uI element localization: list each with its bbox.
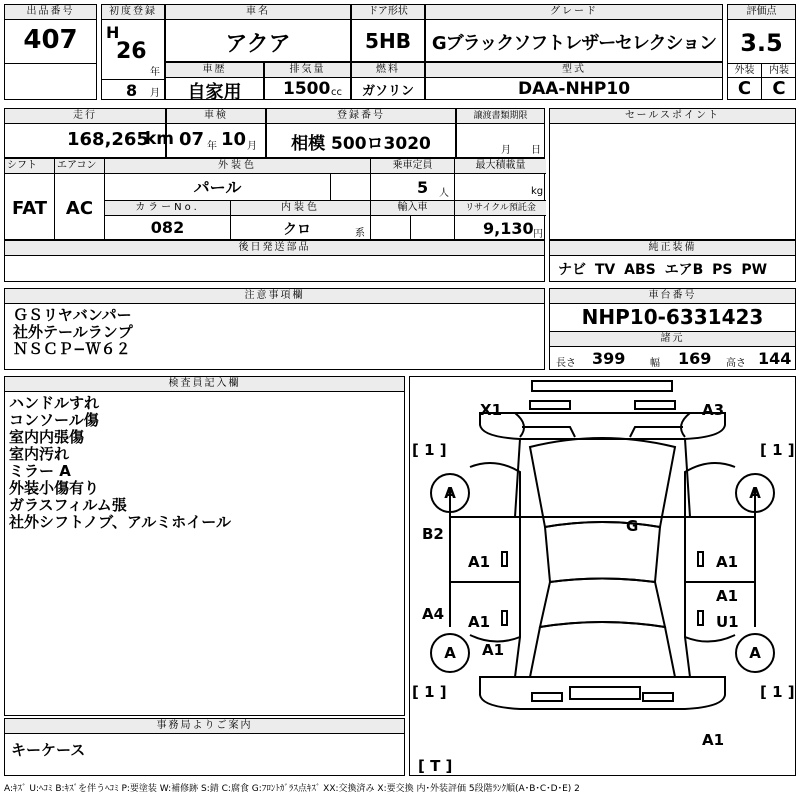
note-line: 社外テールランプ [13, 323, 133, 341]
first-reg-era: H [106, 23, 120, 42]
wheel-front-right: A [735, 473, 775, 513]
door-type: 5HB [365, 29, 411, 53]
notes-box [4, 288, 545, 370]
int-color-unit: 系 [355, 228, 365, 239]
car-name: アクア [225, 32, 291, 57]
bracket-trunk: [ T ] [418, 757, 453, 775]
first-reg-box [101, 4, 165, 100]
int-color-value: クロ [283, 222, 311, 238]
car-name-box [165, 4, 351, 62]
grade-label: グレード [426, 5, 722, 20]
chassis-value: NHP10-6331423 [581, 305, 764, 329]
recycle-unit: 円 [533, 229, 543, 240]
aircon-label: エアコン [55, 159, 105, 174]
score-box [727, 4, 796, 100]
inspector-line: ガラスフィルム張 [9, 496, 127, 514]
color-no-value: 082 [105, 216, 231, 239]
sales-point-box [549, 108, 796, 240]
inspection-year: 07 [179, 129, 205, 150]
mileage-unit: km [145, 129, 175, 149]
first-reg-year-unit: 年 [150, 67, 160, 78]
mark-a1-left-mid: A1 [468, 553, 491, 571]
inspector-line: 室内内張傷 [9, 428, 85, 446]
capacity-cell [371, 174, 455, 201]
plate-label: 登録番号 [267, 109, 455, 124]
inspector-line: コンソール傷 [9, 411, 99, 429]
score-value: 3.5 [740, 29, 783, 57]
inspection-year-unit: 年 [207, 141, 217, 152]
genuine-box [549, 240, 796, 282]
specs-row [550, 346, 795, 369]
interior-label: 内装 [769, 65, 789, 76]
recycle-label: リサイクル預託金 [455, 201, 546, 216]
shift-value: FAT [5, 174, 55, 239]
first-reg-month-unit: 月 [150, 88, 160, 99]
bracket-rear-right: [ 1 ] [760, 683, 795, 701]
office-box [4, 718, 405, 776]
bracket-front-left: [ 1 ] [412, 441, 447, 459]
car-outline-icon [410, 377, 795, 775]
inspector-lines [9, 395, 231, 531]
chassis-box [549, 288, 796, 370]
mark-a1-left-low: A1 [468, 613, 491, 631]
mark-g: G [626, 517, 639, 535]
model-value: DAA-NHP10 [517, 79, 631, 99]
mark-a1-right-low: A1 [716, 587, 739, 605]
int-color-cell [231, 216, 371, 239]
grade-values-row [728, 77, 795, 99]
note-line: ＧＳリヤバンパー [13, 306, 132, 324]
grade-labels-row [728, 63, 795, 77]
capacity-unit: 人 [439, 188, 449, 199]
history-value: 自家用 [187, 82, 242, 103]
shift-label: シフト [5, 159, 55, 174]
height-label: 高さ [726, 358, 746, 369]
grade-value: Gブラックソフトレザーセレクション [431, 33, 717, 54]
mileage-label: 走行 [5, 109, 165, 124]
width-label: 幅 [650, 358, 660, 369]
capacity-label: 乗車定員 [371, 159, 455, 174]
inspector-line: 社外シフトノブ、アルミホイール [9, 513, 232, 531]
first-reg-month-row [102, 79, 164, 99]
import-label: 輸入車 [371, 201, 455, 216]
interior-grade: C [772, 78, 786, 99]
displacement-value: 1500 [283, 79, 331, 99]
displacement-unit: cc [331, 87, 342, 98]
genuine-value: ナビ TV ABS エアB PS PW [558, 262, 768, 278]
fuel-box [351, 62, 425, 100]
mileage-box [4, 108, 175, 158]
mark-a1-bottom: A1 [702, 731, 725, 749]
inspection-month-unit: 月 [247, 141, 257, 152]
capacity-value: 5 [417, 178, 429, 197]
lot-blank [5, 63, 96, 99]
int-color-label: 内装色 [231, 201, 371, 216]
transfer-label: 譲渡書類期限 [457, 109, 544, 124]
transfer-month-unit: 月 [501, 145, 511, 156]
color-no-label: カラーNo. [105, 201, 231, 216]
bracket-front-right: [ 1 ] [760, 441, 795, 459]
wheel-rear-right: A [735, 633, 775, 673]
max-load-label: 最大積載量 [455, 159, 546, 174]
max-load-cell [455, 174, 546, 201]
notes-label: 注意事項欄 [5, 289, 544, 304]
recycle-value: 9,130 [483, 219, 534, 238]
score-label: 評価点 [728, 5, 795, 20]
notes-lines [13, 307, 133, 358]
later-parts-label: 後日発送部品 [5, 241, 544, 256]
aircon-value: AC [55, 174, 105, 239]
legend: A:ｷｽﾞ U:ﾍｺﾐ B:ｷｽﾞを伴うﾍｺﾐ P:要塗装 W:補修跡 S:錆 C:腐食 G:ﾌﾛﾝﾄｶﾞﾗｽ点ｷｽﾞ XX:交換済み X:要交換 内･外装評価 5段階ﾗﾝｸ順(A･B･C･D･E) 2 [4, 784, 580, 794]
mark-a1-left-rear: A1 [482, 641, 505, 659]
spec-grid [4, 158, 545, 240]
transfer-day-unit: 日 [531, 145, 541, 156]
inspection-label: 車検 [167, 109, 265, 124]
history-box [165, 62, 264, 103]
exterior-grade: C [728, 78, 762, 100]
inspector-line: ハンドルすれ [9, 394, 100, 412]
fuel-value: ガソリン [361, 84, 414, 99]
grade-box [425, 4, 723, 62]
recycle-cell [455, 216, 546, 239]
model-box [425, 62, 723, 100]
width-value: 169 [678, 349, 712, 368]
mark-u1: U1 [716, 613, 739, 631]
chassis-label: 車台番号 [550, 289, 795, 304]
fuel-label: 燃料 [352, 63, 424, 78]
length-label: 長さ [556, 358, 576, 369]
ext-color-value: パール [105, 174, 331, 201]
mileage-value: 168,265 [67, 129, 149, 150]
lot-number: 407 [23, 25, 78, 55]
exterior-label: 外装 [728, 64, 762, 78]
displacement-box [264, 62, 351, 100]
inspector-line: 室内汚れ [9, 445, 70, 463]
inspection-month: 10 [221, 129, 247, 150]
mark-a4: A4 [422, 605, 445, 623]
plate-box [266, 108, 456, 158]
inspector-line: ミラー A [9, 462, 71, 480]
max-load-unit: kg [531, 186, 544, 197]
note-line: ＮＳＣＰ−Ｗ６２ [13, 340, 131, 358]
inspector-line: 外装小傷有り [9, 479, 100, 497]
car-name-label: 車名 [166, 5, 350, 20]
plate-value: 相模 500ロ3020 [291, 134, 431, 154]
import-cell-1 [371, 216, 411, 239]
transfer-box [456, 108, 545, 158]
door-label: ドア形状 [352, 5, 424, 20]
model-label: 型式 [426, 63, 722, 78]
genuine-label: 純正装備 [550, 241, 795, 256]
wheel-rear-left: A [430, 633, 470, 673]
history-label: 車歴 [166, 63, 263, 78]
first-reg-month: 8 [126, 81, 138, 100]
inspection-box [166, 108, 266, 158]
displacement-label: 排気量 [265, 63, 350, 78]
first-reg-year: 26 [116, 39, 147, 64]
inspector-label: 検査員記入欄 [5, 377, 404, 392]
lot-label: 出品番号 [5, 5, 96, 20]
later-parts-box [4, 240, 545, 282]
first-reg-label: 初度登録 [102, 5, 164, 20]
height-value: 144 [758, 349, 792, 368]
specs-label: 諸元 [550, 331, 795, 347]
lot-box [4, 4, 97, 100]
mark-b2: B2 [422, 525, 444, 543]
office-value: キーケース [11, 741, 86, 759]
sales-point-label: セールスポイント [550, 109, 795, 124]
import-cell-2 [411, 216, 455, 239]
mark-x1: X1 [480, 401, 503, 419]
inspector-box [4, 376, 405, 716]
bracket-rear-left: [ 1 ] [412, 683, 447, 701]
door-box [351, 4, 425, 62]
car-diagram [409, 376, 796, 776]
ext-color-blank [331, 174, 371, 201]
ext-color-label: 外装色 [105, 159, 371, 174]
mark-a3: A3 [702, 401, 725, 419]
wheel-front-left: A [430, 473, 470, 513]
office-label: 事務局よりご案内 [5, 719, 404, 734]
length-value: 399 [592, 349, 626, 368]
mark-a1-right-mid: A1 [716, 553, 739, 571]
